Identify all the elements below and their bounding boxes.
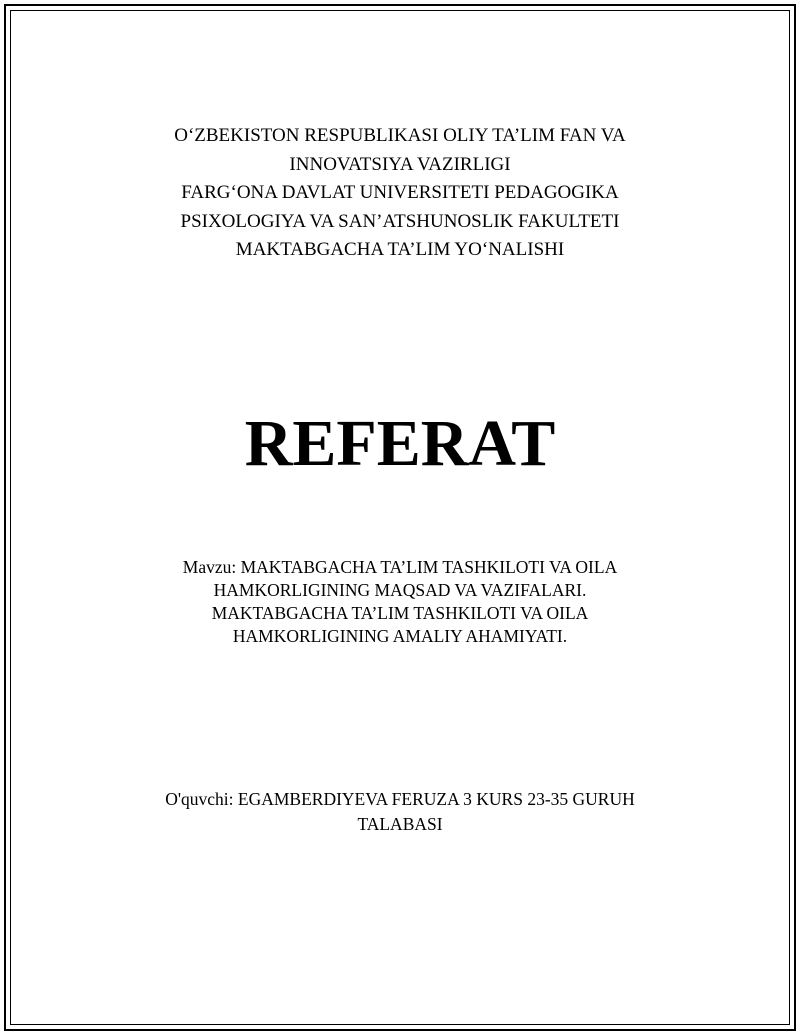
student-info (0, 787, 800, 837)
institution-line-university: FARG‘ONA DAVLAT UNIVERSITETI PEDAGOGIKA (181, 182, 619, 203)
institution-line-faculty: PSIXOLOGIYA VA SAN’ATSHUNOSLIK FAKULTETI (180, 210, 620, 232)
topic-line-1: Mavzu: MAKTABGACHA TA’LIM TASHKILOTI VA OILA (182, 557, 618, 577)
institution-line-program: MAKTABGACHA TA’LIM YO‘NALISHI (235, 239, 565, 260)
topic-line-3: MAKTABGACHA TA’LIM TASHKILOTI VA OILA (211, 603, 589, 623)
student-line-2: TALABASI (357, 814, 443, 834)
student-line-1: O'quvchi: EGAMBERDIYEVA FERUZA 3 KURS 23-35 GURUH (165, 789, 635, 809)
topic-line-2: HAMKORLIGINING MAQSAD VA VAZIFALARI. (213, 580, 587, 600)
institution-line-ministry-2: INNOVATSIYA VAZIRLIGI (289, 153, 511, 175)
institution-header (0, 122, 800, 265)
topic-block (0, 556, 800, 648)
document-title: REFERAT (244, 407, 556, 480)
topic-line-4: HAMKORLIGINING AMALIY AHAMIYATI. (232, 626, 568, 646)
institution-line-ministry-1: O‘ZBEKISTON RESPUBLIKASI OLIY TA’LIM FAN VA (174, 125, 626, 146)
